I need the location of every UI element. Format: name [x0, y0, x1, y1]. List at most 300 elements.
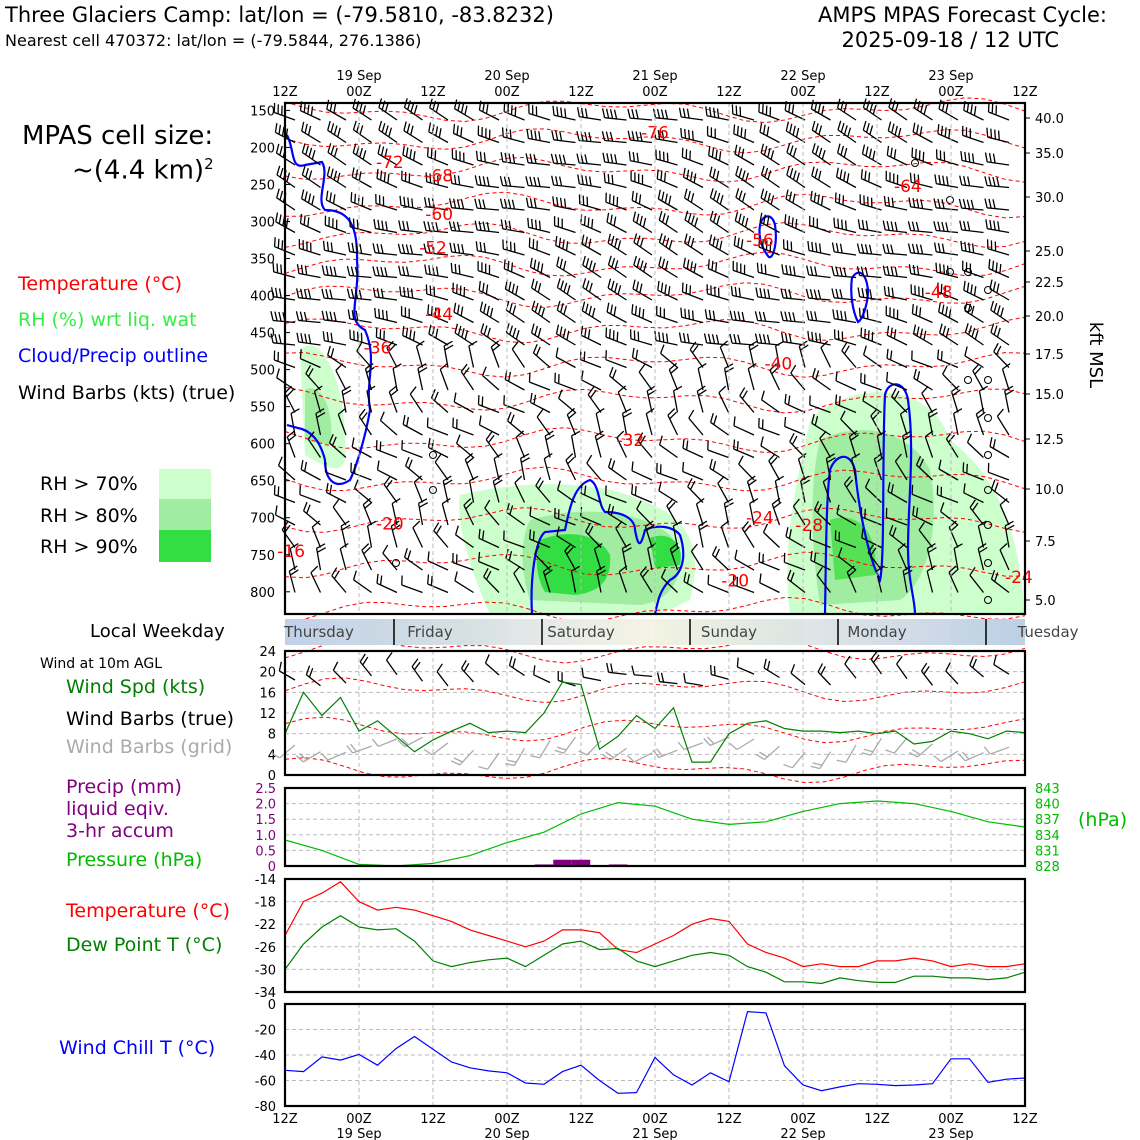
wind-barb: [454, 124, 474, 143]
wind-barb: [302, 190, 321, 211]
wind-barb: [483, 367, 500, 390]
wind-barb: [781, 311, 805, 322]
wind-barb: [759, 552, 779, 570]
wind-barb-true: [333, 662, 346, 683]
wind-barb: [367, 386, 375, 412]
wind-barb: [291, 409, 299, 435]
wind-barb: [501, 152, 524, 165]
y-tick-label-pressure: 500: [250, 363, 275, 379]
legend-wind-chill: Wind Chill T (°C): [59, 1037, 216, 1059]
y-tick-label: -14: [254, 873, 276, 888]
wind-barb: [740, 388, 754, 413]
wind-barb: [368, 521, 376, 547]
wind-barb: [552, 176, 576, 188]
wind-barb: [505, 280, 524, 300]
wind-barb: [532, 301, 550, 323]
bottom-tick-label: 00Z: [790, 1112, 816, 1127]
wind-barb: [557, 257, 576, 278]
wind-barb: [782, 333, 805, 346]
wind-barb-true: [582, 668, 601, 681]
legend-pressure: Pressure (hPa): [66, 849, 203, 871]
y-tick-label: -26: [254, 940, 276, 956]
wind-barb: [657, 463, 678, 480]
wind-barb: [322, 265, 346, 277]
legend-wind-barbs: Wind Barbs (kts) (true): [18, 382, 236, 404]
wind-barb-grid: [451, 750, 473, 765]
wind-barb: [863, 145, 882, 165]
wind-barb: [602, 131, 626, 142]
wind-barb: [654, 109, 678, 120]
wind-barb: [327, 483, 347, 503]
wind-barb: [858, 288, 881, 301]
wind-barb-grid: [653, 749, 678, 758]
top-day-label: 22 Sep: [780, 69, 826, 84]
wind-barb: [455, 572, 474, 593]
wind-barb: [402, 306, 423, 322]
y-tick-label-pressure: 700: [250, 511, 275, 527]
wind-barb: [451, 263, 473, 278]
wind-barb: [353, 144, 371, 165]
wind-barb: [375, 308, 397, 323]
wind-barb: [757, 263, 779, 278]
wind-barb: [810, 216, 831, 233]
wind-barb: [934, 221, 958, 232]
bottom-tick-label: 12Z: [272, 1112, 298, 1127]
y-axis-label-kft: kft MSL: [1085, 321, 1106, 389]
y-tick-label-pressure: 834: [1035, 828, 1060, 844]
wind-barb: [842, 343, 856, 368]
wind-barb: [479, 281, 499, 300]
wind-barb: [864, 346, 882, 368]
wind-barb: [760, 573, 780, 592]
wind-barb: [300, 485, 321, 502]
bottom-tick-label: 00Z: [642, 1112, 668, 1127]
wind-barb: [989, 103, 1010, 121]
wind-barb: [425, 265, 448, 278]
wind-barb: [377, 440, 398, 457]
wind-barb: [481, 323, 499, 345]
wind-barb: [393, 364, 401, 390]
y-tick-label: 0: [267, 860, 276, 875]
temperature-contour-label: -52: [419, 238, 447, 259]
wind-barb: [450, 198, 474, 210]
wind-barb: [604, 173, 626, 188]
y-tick-label: 4: [267, 748, 276, 764]
wind-barb: [351, 192, 371, 210]
wind-barb-true: [764, 659, 779, 678]
wind-barb-grid: [934, 751, 958, 762]
temperature-contour-label: -40: [764, 354, 793, 375]
wind-barb: [681, 308, 703, 323]
wind-barb-true: [737, 658, 754, 675]
wind-barb: [761, 437, 780, 458]
wind-barb: [699, 521, 708, 547]
wind-barb-true: [534, 665, 550, 682]
wind-barb: [811, 191, 831, 210]
top-tick-label: 12Z: [864, 85, 890, 100]
wind-barb: [710, 235, 729, 255]
wind-barb: [646, 409, 654, 436]
wind-barb: [991, 301, 1009, 323]
wind-barb: [606, 328, 627, 346]
y-tick-label-pressure: 600: [250, 437, 275, 453]
wind-barb: [909, 198, 933, 211]
wind-barb-true: [946, 663, 958, 685]
wind-barb: [301, 460, 320, 480]
nearest-cell-info: Nearest cell 470372: lat/lon = (-79.5844, 276.1386): [5, 31, 422, 50]
wind-barb: [837, 168, 856, 188]
wind-barb: [378, 461, 398, 481]
y-tick-label: 2.0: [255, 797, 276, 813]
wind-barb: [697, 386, 706, 413]
wind-barb: [736, 188, 754, 210]
wind-barb: [373, 243, 397, 255]
wind-barb: [838, 144, 856, 165]
wind-barb-grid: [321, 752, 346, 760]
wind-barb: [914, 99, 932, 120]
wind-barb: [939, 303, 958, 323]
wind-barb: [711, 413, 729, 435]
temperature-contour-label: -20: [375, 514, 404, 535]
temperature-contour-label: -56: [745, 231, 774, 252]
top-tick-label: 12Z: [420, 85, 446, 100]
wind-barb: [632, 304, 652, 322]
forecast-cycle-title: AMPS MPAS Forecast Cycle:: [818, 3, 1107, 27]
y-tick-label-pressure: 250: [250, 178, 275, 194]
wind-barb: [887, 326, 907, 345]
y-tick-label-pressure: 800: [250, 585, 275, 601]
wind-barb: [668, 409, 678, 435]
wind-barb: [660, 436, 678, 458]
wind-barb-true: [845, 656, 856, 678]
wind-barb: [399, 266, 423, 278]
wind-barb: [674, 386, 682, 412]
wind-barb: [475, 199, 499, 210]
wind-barb: [607, 213, 627, 233]
wind-barb: [450, 243, 474, 255]
wind-barb-true: [510, 656, 525, 675]
wind-barb: [603, 153, 627, 165]
legend-precip-1: Precip (mm): [66, 776, 182, 798]
legend-dew-point: Dew Point T (°C): [66, 934, 223, 956]
legend-rh: RH (%) wrt liq. wat: [18, 309, 197, 331]
bottom-tick-label: 00Z: [346, 1112, 372, 1127]
wind-barb-true: [607, 663, 627, 674]
top-tick-label: 00Z: [938, 85, 964, 100]
wind-barb: [997, 409, 1009, 435]
wind-barb: [806, 289, 830, 300]
wind-barb: [418, 364, 427, 390]
wind-barb: [833, 243, 857, 256]
legend-wind-barbs-true: Wind Barbs (true): [66, 708, 235, 730]
legend-precip-3: 3-hr accum: [66, 820, 174, 842]
wind-barb: [887, 349, 907, 368]
y-tick-label-kft: 20.0: [1035, 310, 1064, 325]
top-tick-label: 00Z: [790, 85, 816, 100]
y-tick-label: 24: [259, 645, 276, 660]
wind-barb: [322, 289, 346, 300]
wind-barb: [333, 499, 346, 525]
calm-wind-circle: [985, 415, 992, 422]
y-tick-label-kft: 40.0: [1035, 112, 1064, 127]
legend-wind-barbs-grid: Wind Barbs (grid): [66, 736, 233, 758]
wind-barb-true: [412, 659, 422, 681]
y-tick-label-pressure: 450: [250, 326, 275, 342]
wind-barb: [582, 371, 602, 391]
wind-barb: [886, 306, 907, 323]
y-tick-label-kft: 7.5: [1035, 535, 1056, 550]
wind-barb: [444, 341, 453, 367]
wind-barb: [888, 122, 907, 143]
wind-barb: [272, 287, 295, 300]
y-tick-label: -18: [254, 895, 276, 911]
y-tick-label-kft: 15.0: [1035, 388, 1064, 403]
y-tick-label: -20: [254, 1023, 276, 1039]
temperature-contour-label: -32: [616, 430, 645, 451]
top-day-label: 21 Sep: [632, 69, 678, 84]
wind-barb: [322, 311, 346, 323]
wind-barb: [756, 334, 780, 346]
legend-cloud-outline: Cloud/Precip outline: [18, 345, 209, 367]
y-tick-label-pressure: 200: [250, 141, 275, 157]
wind-barb: [301, 214, 321, 233]
rh-legend-label-70: RH > 70%: [40, 473, 138, 495]
y-tick-label: 0.5: [255, 844, 276, 860]
wind-barb: [985, 176, 1009, 187]
wind-barb: [581, 214, 601, 232]
wind-barb: [909, 264, 932, 277]
wind-barb: [861, 373, 882, 390]
wind-barb: [405, 548, 423, 570]
wind-barb: [579, 195, 601, 211]
wind-barb: [609, 458, 627, 480]
wind-barb: [323, 331, 346, 345]
wind-barb: [297, 288, 321, 300]
wind-barb: [400, 286, 423, 300]
wind-barb: [736, 166, 754, 188]
wind-barb: [632, 461, 652, 480]
wind-barb: [943, 366, 958, 390]
bottom-tick-label: 12Z: [420, 1112, 446, 1127]
wind-barb: [731, 286, 754, 300]
bottom-tick-label: 12Z: [568, 1112, 594, 1127]
wind-barb: [710, 188, 728, 210]
wind-barb: [521, 454, 530, 480]
wind-barb: [419, 499, 428, 525]
wind-barb: [633, 280, 652, 300]
wind-barb: [912, 304, 932, 322]
wind-barb: [735, 145, 754, 165]
wind-barb: [374, 288, 398, 300]
wind-barb: [834, 218, 856, 233]
wind-barb: [990, 437, 1009, 457]
wind-barb: [908, 221, 932, 232]
calm-wind-circle: [912, 160, 919, 167]
y-tick-label-kft: 22.5: [1035, 276, 1064, 291]
wind-10m-label: Wind at 10m AGL: [40, 656, 163, 672]
wind-barb: [759, 103, 780, 120]
site-title: Three Glaciers Camp: lat/lon = (-79.5810, -83.8232): [5, 3, 554, 27]
wind-barb: [656, 150, 678, 166]
top-day-label: 23 Sep: [928, 69, 974, 84]
wind-barb: [429, 438, 449, 458]
wind-barb: [328, 143, 346, 165]
top-tick-label: 12Z: [272, 85, 298, 100]
calm-wind-circle: [985, 377, 992, 384]
wind-barb: [526, 153, 550, 165]
wind-barb: [608, 279, 626, 300]
wind-barb: [713, 546, 729, 570]
wind-barb: [986, 153, 1010, 166]
top-tick-label: 00Z: [494, 85, 520, 100]
wind-barb: [340, 544, 348, 571]
wind-barb: [787, 166, 805, 188]
wind-barb-true: [897, 656, 907, 678]
wind-barb: [680, 333, 704, 346]
wind-barb: [405, 98, 423, 120]
wind-barb: [451, 174, 474, 187]
wind-barb: [709, 146, 729, 165]
wind-barb: [527, 129, 550, 142]
wind-barb: [730, 311, 754, 323]
wind-barb: [690, 342, 703, 368]
wind-barb: [683, 439, 703, 458]
wind-barb: [634, 256, 652, 278]
wind-barb: [861, 169, 881, 187]
wind-barb: [428, 418, 449, 435]
wind-barb: [478, 261, 499, 277]
wind-barb: [812, 167, 831, 188]
y-tick-label-kft: 30.0: [1035, 191, 1064, 206]
wind-barb: [721, 521, 729, 548]
y-tick-label-pressure: 400: [250, 289, 275, 305]
wind-barb-grid: [678, 742, 703, 749]
rh-legend-label-90: RH > 90%: [40, 536, 138, 558]
local-weekday-label: Local Weekday: [90, 621, 225, 642]
wind-barb-true: [437, 664, 448, 686]
weekday-label: Thursday: [284, 623, 354, 641]
temperature-contour-label: -68: [425, 166, 454, 187]
wind-barb: [607, 303, 626, 323]
bottom-day-label: 21 Sep: [632, 1127, 678, 1140]
wind-barb: [632, 191, 652, 210]
wind-barb: [516, 431, 524, 458]
temperature-contour-label: -76: [641, 123, 669, 144]
wind-barb: [659, 257, 678, 278]
wind-barb: [532, 279, 550, 300]
wind-barb: [710, 211, 728, 233]
wind-barb: [475, 221, 499, 233]
wind-barb-grid: [296, 752, 320, 762]
wind-barb: [889, 98, 907, 120]
y-tick-label: -60: [254, 1074, 276, 1090]
wind-barb: [582, 302, 601, 323]
wind-barb: [707, 284, 728, 300]
wind-barb: [734, 124, 754, 142]
wind-barb: [748, 364, 756, 391]
top-day-label: 20 Sep: [484, 69, 530, 84]
y-tick-label: 8: [267, 727, 276, 743]
wind-barb-grid: [479, 753, 500, 769]
wind-barb: [572, 431, 580, 457]
temperature-panel: [255, 873, 1025, 1001]
wind-barb-grid: [984, 747, 1009, 754]
wind-barb: [991, 323, 1009, 345]
weekday-label: Saturday: [547, 623, 615, 641]
wind-barb-grid: [730, 739, 754, 750]
wind-barb-true: [462, 660, 474, 682]
wind-barb: [631, 329, 652, 345]
wind-barb: [301, 101, 321, 120]
wind-barb: [963, 126, 984, 143]
wind-barb: [734, 440, 754, 458]
weekday-bar: [283, 619, 1079, 645]
wind-barb: [328, 121, 346, 142]
wind-barb: [657, 306, 678, 323]
temperature-contour-label: -16: [277, 542, 306, 563]
wind-barb: [755, 311, 779, 322]
wind-barb: [887, 146, 907, 165]
wind-barb-true: [658, 673, 678, 684]
y-tick-label-pressure: 840: [1035, 797, 1060, 813]
top-day-label: 19 Sep: [336, 69, 382, 84]
wind-barb: [968, 434, 984, 458]
wind-barb: [960, 221, 984, 233]
wind-barb: [681, 128, 703, 143]
wind-barb-grid: [505, 748, 524, 765]
wind-barb: [435, 454, 448, 480]
wind-barb: [429, 123, 448, 143]
wind-barb: [965, 323, 983, 345]
bottom-tick-label: 00Z: [494, 1112, 520, 1127]
wind-barb: [453, 418, 474, 435]
wind-barb: [317, 544, 326, 570]
wind-barb: [527, 198, 551, 210]
wind-barb: [748, 476, 757, 503]
wind-barb: [480, 416, 500, 436]
wind-barb: [813, 368, 831, 390]
wind-barb: [639, 364, 652, 390]
precip-pressure-panel: [255, 782, 1127, 875]
wind-barb: [1003, 364, 1011, 391]
temperature-contour-label: -20: [721, 571, 750, 592]
wind-barb: [812, 121, 830, 143]
legend-temperature: Temperature (°C): [18, 273, 182, 295]
wind-barb: [861, 328, 882, 346]
temperature-contour-label: -44: [425, 305, 454, 326]
wind-barb: [505, 370, 524, 390]
wind-barb: [937, 149, 958, 165]
wind-barb: [658, 281, 678, 300]
wind-barb: [739, 456, 754, 480]
temperature-contour-label: -48: [924, 282, 953, 303]
wind-barb: [455, 324, 473, 345]
wind-barb: [838, 121, 856, 143]
wind-barb: [410, 387, 422, 413]
wind-barb: [429, 325, 448, 345]
wind-barb: [529, 238, 550, 255]
wind-barb: [531, 258, 551, 278]
wind-barb: [328, 346, 346, 367]
y-tick-label-kft: 35.0: [1035, 147, 1064, 162]
wind-barb: [883, 266, 907, 278]
y-tick-label: -22: [254, 918, 276, 934]
wind-barb: [628, 109, 652, 120]
wind-barb: [769, 454, 780, 480]
y-tick-label-pressure: 550: [250, 400, 275, 416]
temperature-contour-label: -64: [893, 176, 922, 197]
wind-barb: [332, 568, 346, 593]
